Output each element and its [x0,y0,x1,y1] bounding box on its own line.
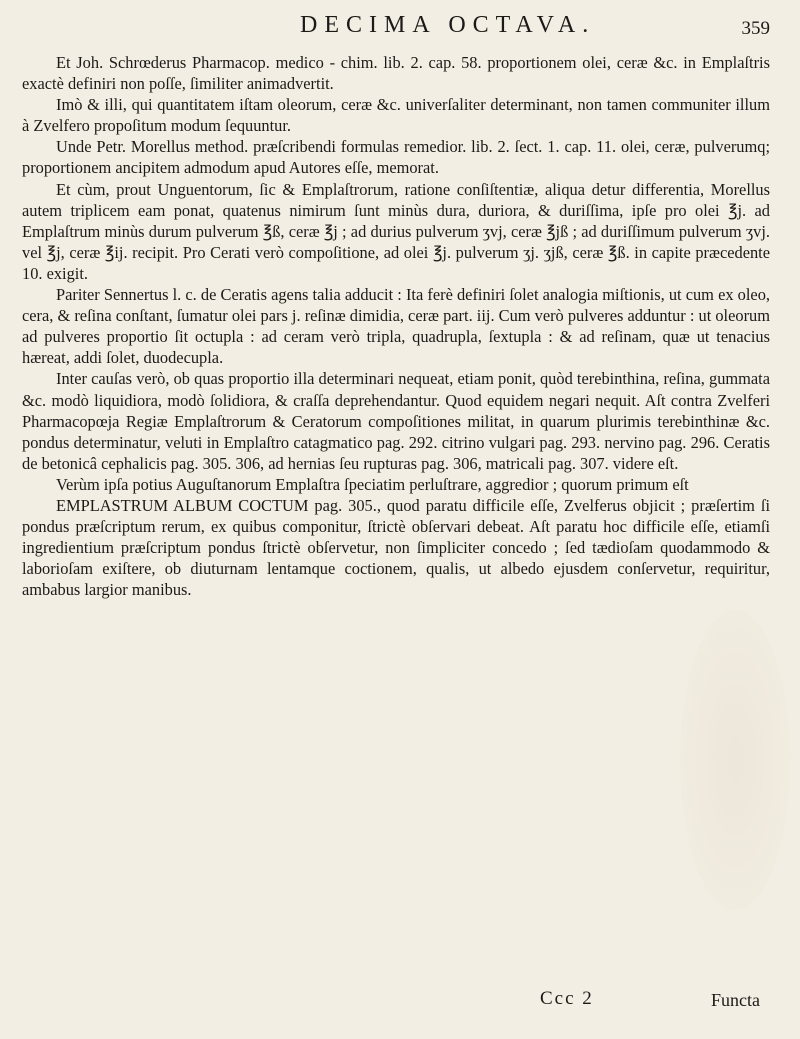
paragraph-6: Inter cauſas verò, ob quas proportio illa determinari nequeat, etiam ponit, quòd terebinthina, reſina, gummata &c. modò liquidiora, modò ſolidiora, & craſſa deprehendantur. Quod equidem negari nequit. Aſt contra Zvelferi Pharmacopœja Regiæ Emplaſtrorum & Ceratorum compoſitiones militat, in quarum plurimis terebinthinæ &c. pondus determinatur, veluti in Emplaſtro catagmatico pag. 292. citrino vulgari pag. 293. nervino pag. 296. Ceratis de betonicâ cephalicis pag. 305. 306, ad hernias ſeu rupturas pag. 306, matricali pag. 307. videre eſt. [22,369,770,473]
page-number: 359 [741,18,770,39]
paragraph-3: Unde Petr. Morellus method. præſcribendi formulas remedior. lib. 2. ſect. 1. cap. 11. olei, ceræ, pulverumq; proportionem ancipitem admodum apud Autores eſſe, memorat. [22,137,770,178]
running-head: DECIMA OCTAVA. [300,12,596,38]
paper-stain [680,610,790,910]
paragraph-4: Et cùm, prout Unguentorum, ſic & Emplaſtrorum, ratione conſiſtentiæ, aliqua detur differentia, Morellus autem triplicem eam ponat, quatenus nimirum ſunt minùs dura, duriora, & duriſſima, ipſe pro olei ℥j. ad Emplaſtrum minùs durum pulverum ℥ß, ceræ ℥j ; ad durius pulverum ʒvj, ceræ ℥jß ; ad duriſſimum pulverum ʒvj. vel ℥j, ceræ ℥ij. recipit. Pro Cerati verò compoſitione, ad olei ℥j. pulverum ʒj. ʒjß, ceræ ℥ß. in capite præcedente 10. exigit. [22,179,770,283]
paragraph-5: Pariter Sennertus l. c. de Ceratis agens talia adducit : Ita ferè definiri ſolet analogia miſtionis, ut cum ex oleo, cera, & reſina conſtant, ſumatur olei pars j. reſinæ dimidia, ceræ part. iij. Cum verò pulveres adduntur : ut oleorum ad pulveres proportio ſit octupla : ad ceram verò tripla, quadrupla, ſextupla : & ad reſinam, quæ ut tenacius hæreat, addi ſolet, duodecupla. [22,285,770,368]
page-header [0,8,800,48]
paragraph-7: Verùm ipſa potius Auguſtanorum Emplaſtra ſpeciatim perluſtrare, aggredior ; quorum primum eſt [56,474,689,494]
signature-mark: Ccc 2 [540,988,594,1009]
paragraph-1: Et Joh. Schrœderus Pharmacop. medico - chim. lib. 2. cap. 58. proportionem olei, ceræ &c. in Emplaſtris exactè definiri non poſſe, ſimiliter animadvertit. [22,53,770,94]
body-text [22,52,770,600]
paragraph-8: EMPLASTRUM ALBUM COCTUM pag. 305., quod paratu difficile eſſe, Zvelferus objicit ; præſertim ſi pondus præſcriptum rerum, ex quibus componitur, ſtrictè obſervari debeat. Aſt paratu hoc difficile eſſe, etiamſi ingredientium præſcriptum pondus ſtrictè obſervetur, non ſimpliciter concedo ; ſed tædioſam quodammodo & laborioſam exiſtere, ob diuturnam lentamque coctionem, qualis, ut albedo ejusdem conſervetur, requiritur, ambabus largior manibus. [22,495,770,600]
catchword: Functa [711,990,760,1010]
paragraph-2: Imò & illi, qui quantitatem iſtam oleorum, ceræ &c. univerſaliter determinant, non tamen communiter illum à Zvelfero propoſitum modum ſequuntur. [22,95,770,136]
